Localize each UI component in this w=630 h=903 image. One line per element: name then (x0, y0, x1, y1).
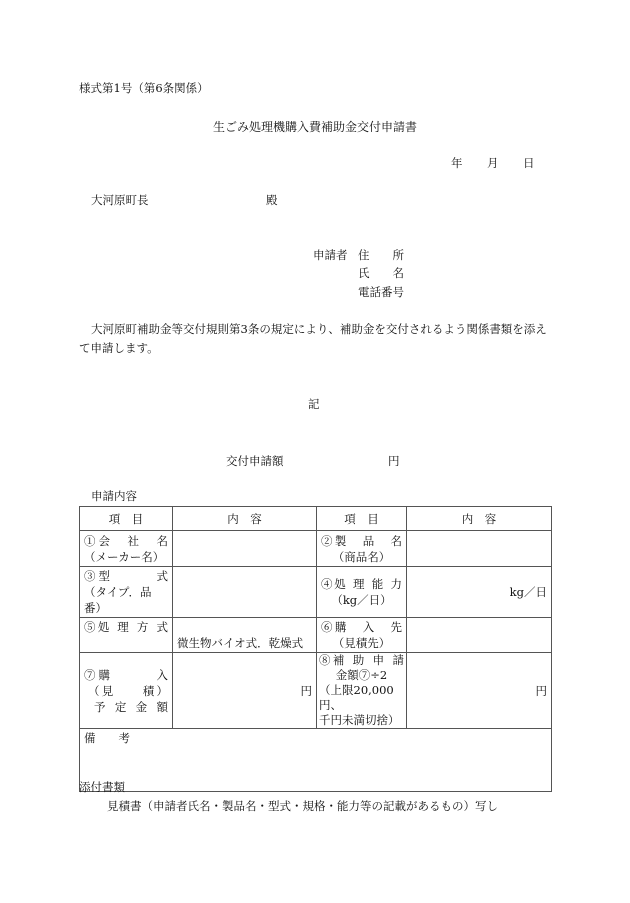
table-row (80, 531, 552, 567)
method-label: ⑤処 理 方 式 (84, 620, 168, 634)
applicant-address-label: 住 所 (358, 248, 404, 262)
form-number: 様式第1号（第6条関係） (79, 81, 209, 95)
header-item: 項 目 (317, 507, 407, 531)
company-sublabel: （メーカー名） (84, 549, 165, 564)
table-row (80, 567, 552, 618)
capacity-sublabel: （kg／日） (331, 593, 392, 607)
subsidy-value[interactable]: 円 (407, 653, 552, 729)
method-value[interactable]: 微生物バイオ式．乾燥式 (173, 618, 317, 653)
addressee-name: 大河原町長 (91, 193, 149, 207)
subsidy-limit: （上限20,000円、 (319, 683, 394, 712)
purchase-value[interactable]: 円 (173, 653, 317, 729)
body-text-line1: 大河原町補助金等交付規則第3条の規定により、補助金を交付されるよう関係書類を添え (91, 322, 547, 336)
vendor-sublabel: （見積先） (332, 636, 391, 650)
section-label: 申請内容 (91, 489, 137, 503)
header-content: 内 容 (407, 507, 552, 531)
model-value[interactable] (173, 567, 317, 618)
applicant-name-label: 氏 名 (358, 266, 404, 280)
vendor-value[interactable] (407, 618, 552, 653)
ki-heading: 記 (308, 397, 320, 411)
remarks-row (80, 729, 552, 792)
application-table (79, 506, 552, 792)
purchase-sublabel: （見 積） (88, 683, 168, 698)
date-day: 日 (523, 156, 535, 170)
attachments-label: 添付書類 (79, 780, 125, 794)
table-header-row (80, 507, 552, 531)
purchase-label: ⑦購 入 (84, 667, 168, 682)
capacity-value[interactable]: kg／日 (407, 567, 552, 618)
applicant-phone-label: 電話番号 (358, 285, 404, 299)
date-month: 月 (487, 156, 499, 170)
model-sublabel: （タイプ．品番） (84, 585, 152, 615)
company-label: ①会 社 名 (84, 533, 168, 548)
document-title: 生ごみ処理機購入費補助金交付申請書 (213, 120, 418, 134)
product-value[interactable] (407, 531, 552, 567)
product-sublabel: （商品名） (332, 549, 391, 564)
capacity-label: ④処 理 能 力 (321, 577, 402, 591)
product-label: ②製 品 名 (321, 533, 402, 548)
attachments-item: 見積書（申請者氏名・製品名・型式・規格・能力等の記載があるもの）写し (107, 799, 498, 813)
addressee-honorific: 殿 (266, 193, 278, 207)
purchase-sublabel2: 予 定 金 額 (94, 699, 168, 714)
remarks-label: 備 考 (84, 731, 130, 745)
table-row (80, 653, 552, 729)
company-value[interactable] (173, 531, 317, 567)
amount-unit: 円 (388, 454, 400, 468)
subsidy-sublabel: 金額⑦÷2 (335, 668, 388, 682)
header-item: 項 目 (80, 507, 173, 531)
applicant-label: 申請者 (313, 248, 348, 262)
date-year: 年 (451, 156, 463, 170)
header-content: 内 容 (173, 507, 317, 531)
subsidy-label: ⑧補 助 申 請 (319, 653, 404, 667)
vendor-label: ⑥購 入 先 (321, 620, 402, 634)
body-text-line2: て申請します。 (79, 341, 159, 355)
amount-label: 交付申請額 (226, 454, 284, 468)
model-label: ③型 式 (84, 569, 168, 583)
table-row (80, 618, 552, 653)
subsidy-rounding: 千円未満切捨） (319, 713, 400, 727)
